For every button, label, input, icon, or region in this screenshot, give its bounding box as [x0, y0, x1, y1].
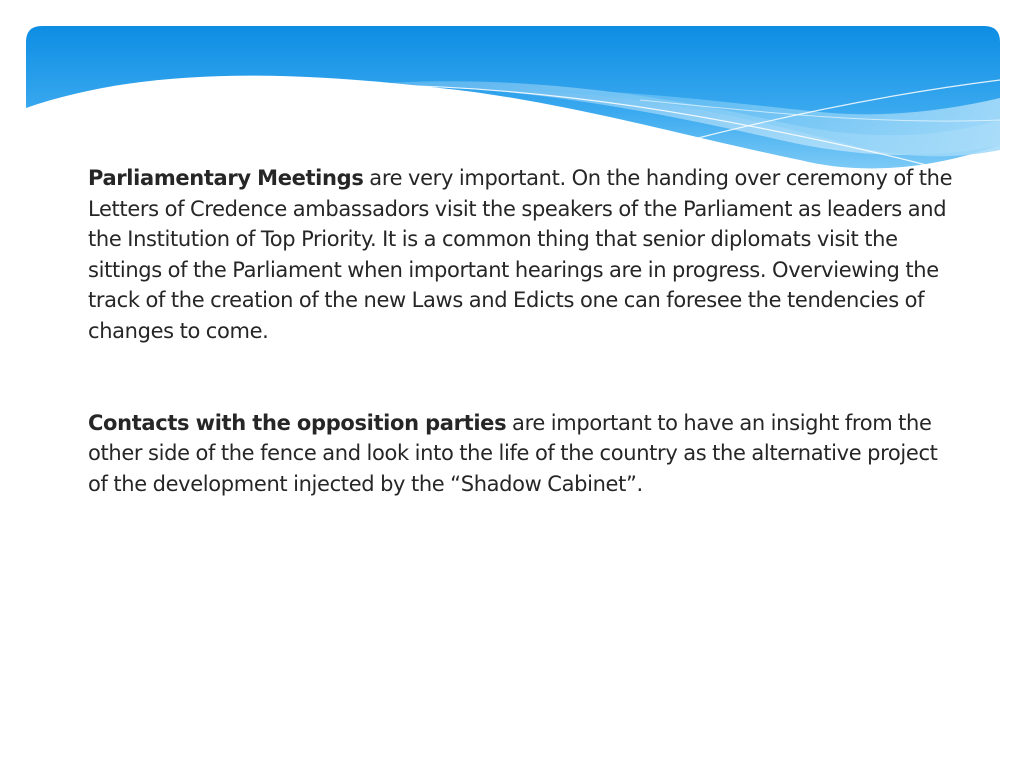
paragraph-opposition-contacts [88, 408, 958, 500]
paragraph-text: are important to have an insight from the other side of the fence and look into the life of the country as the alternative project of the development injected by the “Shadow Cabinet”. [88, 410, 938, 496]
paragraph-parliamentary-meetings [88, 163, 958, 347]
paragraph-lead: Contacts with the opposition parties [88, 410, 507, 435]
content-body [88, 163, 958, 499]
paragraph-lead: Parliamentary Meetings [88, 166, 364, 190]
paragraph-text: are very important. On the handing over ceremony of the Letters of Credence ambassadors visit the speakers of the Parliament as leaders and the Institution of Top Priority. It is a common thing that senior diplomats visit the sittings of the Parliament when important hearings are in progress. Overviewing the track of the creation of the new Laws and Edicts one can foresee the tendencies of changes to come. [88, 166, 953, 343]
